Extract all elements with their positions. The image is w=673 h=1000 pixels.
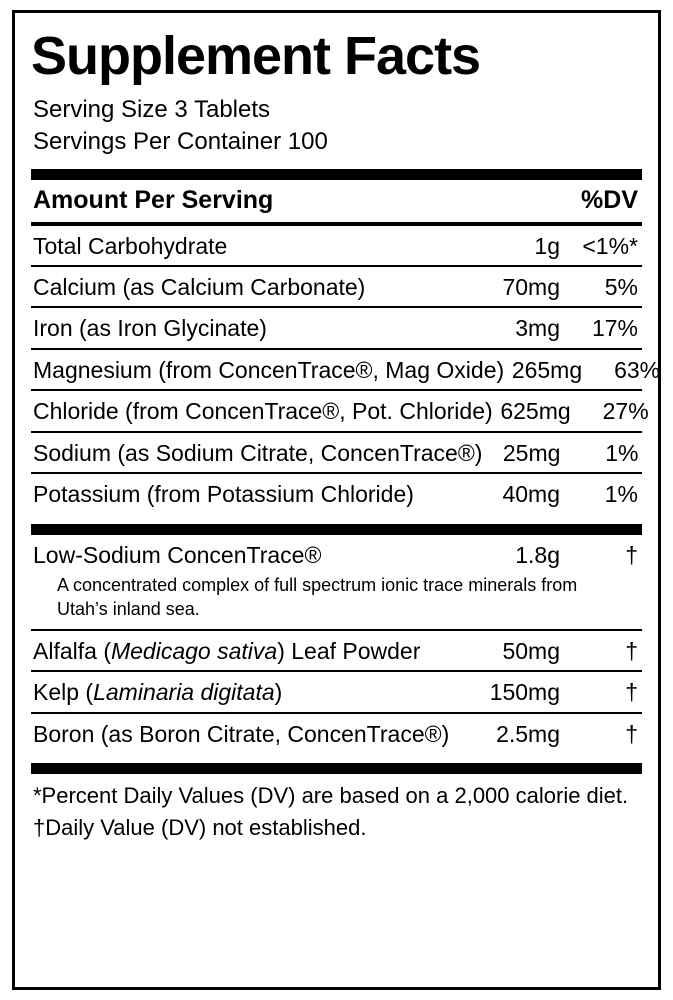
nutrient-name: Chloride (from ConcenTrace®, Pot. Chloride) <box>33 398 493 425</box>
divider-thick-bottom <box>31 763 642 774</box>
footnote-daily-value: *Percent Daily Values (DV) are based on a 2,000 calorie diet. <box>33 783 629 809</box>
botanical-dv: † <box>625 720 638 747</box>
table-row <box>31 350 661 389</box>
botanical-dv: † <box>625 637 638 664</box>
botanical-amount: 150mg <box>489 679 560 706</box>
dv-header-label: %DV <box>581 185 638 214</box>
serving-size-text: Serving Size 3 Tablets <box>33 96 271 124</box>
amount-per-serving-label: Amount Per Serving <box>33 185 274 214</box>
nutrient-name: Iron (as Iron Glycinate) <box>33 315 267 342</box>
servings-per-container-text: Servings Per Container 100 <box>33 128 328 156</box>
divider-thick-middle <box>31 524 642 535</box>
nutrient-dv: 1% <box>604 481 638 508</box>
botanical-amount: 50mg <box>502 637 560 664</box>
table-row <box>31 308 642 347</box>
table-row <box>31 267 642 306</box>
nutrient-name: Calcium (as Calcium Carbonate) <box>33 274 366 301</box>
page-title: Supplement Facts <box>31 26 481 86</box>
nutrient-name: Magnesium (from ConcenTrace®, Mag Oxide) <box>33 356 505 383</box>
nutrient-dv: <1%* <box>582 232 638 259</box>
nutrient-amount: 1g <box>534 232 560 259</box>
amount-per-serving-header <box>31 180 642 222</box>
table-row <box>31 631 642 670</box>
nutrient-dv: 27% <box>602 398 649 425</box>
blend-amount: 1.8g <box>515 541 560 568</box>
footnote-dv-not-established: †Daily Value (DV) not established. <box>33 814 367 840</box>
botanical-name: Kelp (Laminaria digitata) <box>33 679 283 706</box>
botanical-amount: 2.5mg <box>496 720 560 747</box>
nutrient-name: Total Carbohydrate <box>33 232 228 259</box>
nutrient-dv: 1% <box>605 439 639 466</box>
nutrient-name: Potassium (from Potassium Chloride) <box>33 481 414 508</box>
table-row <box>31 433 642 472</box>
nutrient-dv: 17% <box>591 315 638 342</box>
blend-name: Low-Sodium ConcenTrace® <box>33 541 322 568</box>
table-row <box>31 672 642 711</box>
botanical-name: Boron (as Boron Citrate, ConcenTrace®) <box>33 720 450 747</box>
botanical-dv: † <box>625 679 638 706</box>
supplement-facts-frame <box>12 10 661 990</box>
divider-thick-top <box>31 169 642 180</box>
nutrient-dv: 63% <box>614 356 661 383</box>
nutrient-amount: 40mg <box>502 481 560 508</box>
nutrient-amount: 625mg <box>500 398 571 425</box>
table-row <box>31 474 642 513</box>
table-row <box>31 226 642 265</box>
nutrient-amount: 3mg <box>515 315 560 342</box>
botanical-name: Alfalfa (Medicago sativa) Leaf Powder <box>33 637 421 664</box>
table-row-blend <box>31 535 642 574</box>
table-row <box>31 391 649 430</box>
nutrient-amount: 25mg <box>502 439 561 466</box>
nutrient-amount: 265mg <box>511 356 583 383</box>
blend-description: A concentrated complex of full spectrum ionic trace minerals from Utah’s inland sea. <box>57 575 578 619</box>
nutrient-amount: 70mg <box>502 274 560 301</box>
blend-dv: † <box>625 541 638 568</box>
table-row <box>31 714 642 753</box>
nutrient-name: Sodium (as Sodium Citrate, ConcenTrace®) <box>33 439 483 466</box>
nutrient-dv: 5% <box>604 274 638 301</box>
